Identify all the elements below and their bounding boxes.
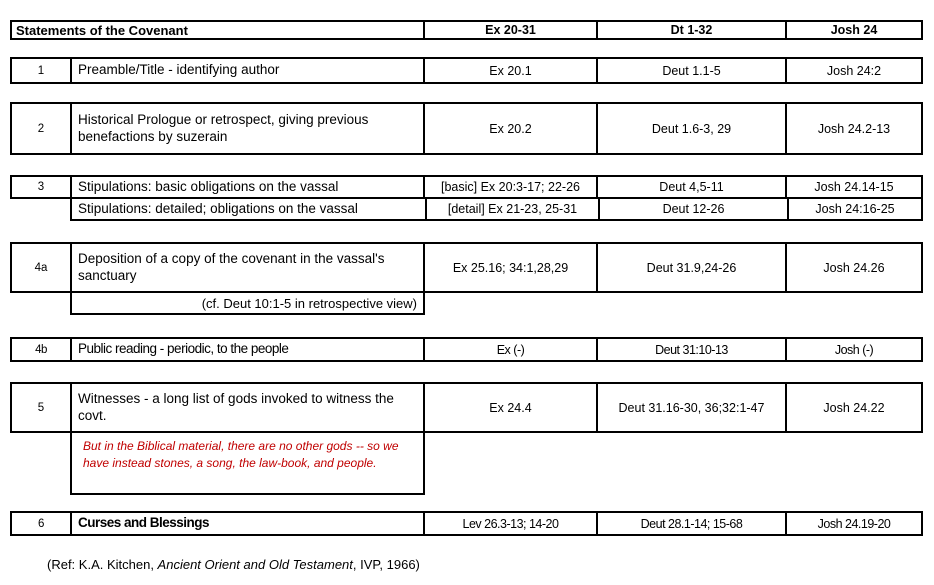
citation-prefix: (Ref: K.A. Kitchen, <box>47 557 158 572</box>
header-title: Statements of the Covenant <box>16 22 188 38</box>
table-header-group <box>10 20 923 40</box>
table-row <box>10 242 923 293</box>
citation-book-title: Ancient Orient and Old Testament <box>157 557 353 572</box>
row-description: Deposition of a copy of the covenant in the vassal's sanctuary <box>70 244 423 291</box>
row-group-4b-public-reading <box>10 337 923 362</box>
row-description: Witnesses - a long list of gods invoked to witness the covt. <box>70 384 423 431</box>
row-group-6-curses-blessings <box>10 511 923 536</box>
row-number: 4a <box>34 261 48 274</box>
table-subrow <box>70 197 923 221</box>
row-description: Historical Prologue or retrospect, giving previous benefactions by suzerain <box>70 104 423 153</box>
row-number: 3 <box>37 181 45 193</box>
table-row <box>10 511 923 536</box>
cell-deuteronomy: Deut 12-26 <box>598 199 787 219</box>
header-row <box>10 20 923 40</box>
cell-deuteronomy: Deut 28.1-14; 15-68 <box>596 513 785 534</box>
row-number: 4b <box>35 343 47 356</box>
cell-joshua: Josh 24:16-25 <box>787 199 921 219</box>
reference-citation <box>47 557 420 572</box>
cell-exodus: Ex (-) <box>423 339 596 360</box>
row-number: 6 <box>38 517 44 530</box>
row-description: Preamble/Title - identifying author <box>70 59 423 82</box>
cell-exodus: Ex 25.16; 34:1,28,29 <box>423 244 596 291</box>
row-number: 1 <box>37 64 45 77</box>
cell-exodus: [detail] Ex 21-23, 25-31 <box>425 199 598 219</box>
column-header-exodus: Ex 20-31 <box>423 22 596 38</box>
row-number: 2 <box>37 122 45 135</box>
table-row <box>10 102 923 155</box>
row-group-4a-deposition <box>10 242 923 315</box>
row-description: Stipulations: basic obligations on the vassal <box>70 177 423 197</box>
row-description: Curses and Blessings <box>70 513 423 534</box>
cell-deuteronomy: Deut 1.6-3, 29 <box>596 104 785 153</box>
cell-joshua: Josh 24.19-20 <box>785 513 921 534</box>
cell-exodus: Ex 24.4 <box>423 384 596 431</box>
row-group-5-witnesses <box>10 382 923 495</box>
table-row <box>10 337 923 362</box>
row-description: Stipulations: detailed; obligations on the vassal <box>78 200 358 216</box>
column-header-joshua: Josh 24 <box>785 22 921 38</box>
row-description: Public reading - periodic, to the people <box>70 339 423 360</box>
cell-deuteronomy: Deut 31.9,24-26 <box>596 244 785 291</box>
table-subrow-note <box>70 291 425 315</box>
cell-joshua: Josh 24.2-13 <box>785 104 921 153</box>
row-group-2-historical-prologue <box>10 102 923 155</box>
column-header-deuteronomy: Dt 1-32 <box>596 22 785 38</box>
cell-deuteronomy: Deut 4,5-11 <box>596 177 785 197</box>
row-group-3-stipulations <box>10 175 923 221</box>
cell-exodus: Ex 20.2 <box>423 104 596 153</box>
table-row <box>10 382 923 433</box>
row-number: 5 <box>37 401 45 414</box>
cell-joshua: Josh 24.14-15 <box>785 177 921 197</box>
biblical-material-annotation: But in the Biblical material, there are no other gods -- so we have instead stones, a song, the law-book, and people. <box>83 439 399 470</box>
citation-suffix: , IVP, 1966) <box>352 557 420 572</box>
cell-exodus: Ex 20.1 <box>423 59 596 82</box>
cell-joshua: Josh 24:2 <box>785 59 921 82</box>
table-row <box>10 175 923 199</box>
table-row <box>10 57 923 84</box>
cell-joshua: Josh 24.26 <box>785 244 921 291</box>
table-subrow-note <box>70 431 425 495</box>
row-group-1-preamble <box>10 57 923 84</box>
cell-joshua: Josh (-) <box>785 339 921 360</box>
cell-deuteronomy: Deut 1.1-5 <box>596 59 785 82</box>
cf-deut-note: (cf. Deut 10:1-5 in retrospective view) <box>201 295 417 311</box>
cell-exodus: [basic] Ex 20:3-17; 22-26 <box>423 177 596 197</box>
cell-joshua: Josh 24.22 <box>785 384 921 431</box>
cell-deuteronomy: Deut 31.16-30, 36;32:1-47 <box>596 384 785 431</box>
cell-exodus: Lev 26.3-13; 14-20 <box>423 513 596 534</box>
cell-deuteronomy: Deut 31:10-13 <box>596 339 785 360</box>
